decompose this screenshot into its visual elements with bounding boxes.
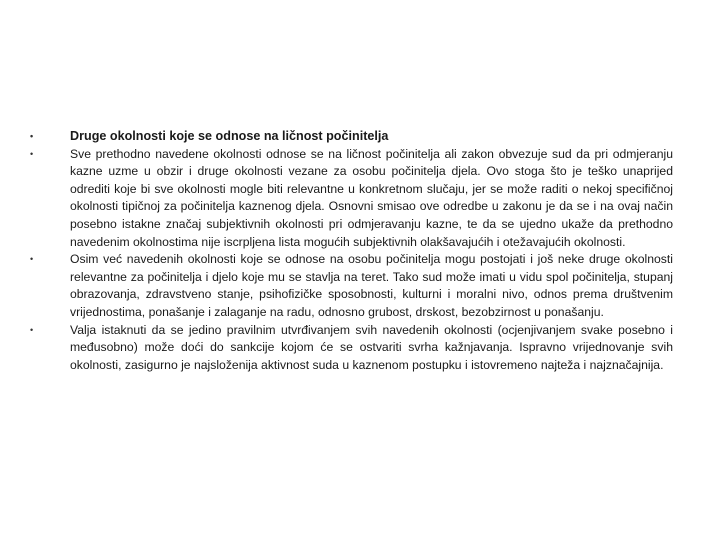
- bullet-item: [30, 146, 673, 252]
- bullet-marker: •: [30, 254, 34, 265]
- bullet-marker: •: [30, 324, 34, 335]
- bullet-text: Osim već navedenih okolnosti koje se odnose na osobu počinitelja mogu postojati i još neke druge okolnosti relevantne za počinitelja i djelo koje mu se stavlja na teret. Tako sud može imati u vidu spol počinitelja, stupanj obrazovanja, zdravstveno stanje, psihofizičke sposobnosti, kulturni i moralni nivo, odnos prema društvenim vrijednostima, ponašanje i zalaganje na radu, odnosno grubost, drskost, bezobzirnost u ponašanju.: [70, 252, 673, 319]
- bullet-marker: •: [30, 148, 34, 159]
- bullet-marker: •: [30, 131, 34, 141]
- bullet-item: [30, 251, 673, 321]
- bullet-list: [30, 128, 673, 374]
- bullet-text: Sve prethodno navedene okolnosti odnose se na ličnost počinitelja ali zakon obvezuje sud da pri odmjeranju kazne uzme u obzir i druge okolnosti vezane za osobu počinitelja djela. Ovo stoga što je teško unaprijed odrediti koje bi sve okolnosti mogle biti relevantne u konkretnom slučaju, jer se može raditi o nekoj specifičnoj okolnosti tipičnoj za počinitelja kaznenog djela. Osnovni smisao ove odredbe u zakonu je da se i na ovaj način posebno istakne značaj subjektivnih okolnosti pri odmjeravanju kazne, te da se ujedno ukaže da prethodno navedenim okolnostima nije iscrpljena lista mogućih subjektivnih olakšavajućih i otežavajućih okolnosti.: [70, 146, 673, 249]
- bullet-text: Valja istaknuti da se jedino pravilnim utvrđivanjem svih navedenih okolnosti (ocjenjivanjem svake posebno i međusobno) može doći do sankcije kojom će se ostvariti svrha kažnjavanja. Ispravno vrijednovanje svih okolnosti, zasigurno je najsloženija aktivnost suda u kaznenom postupku i istovremeno najteža i najznačajnija.: [70, 322, 673, 372]
- bullet-heading: [30, 128, 673, 146]
- bullet-text: Druge okolnosti koje se odnose na ličnost počinitelja: [70, 129, 389, 143]
- bullet-item: [30, 322, 673, 375]
